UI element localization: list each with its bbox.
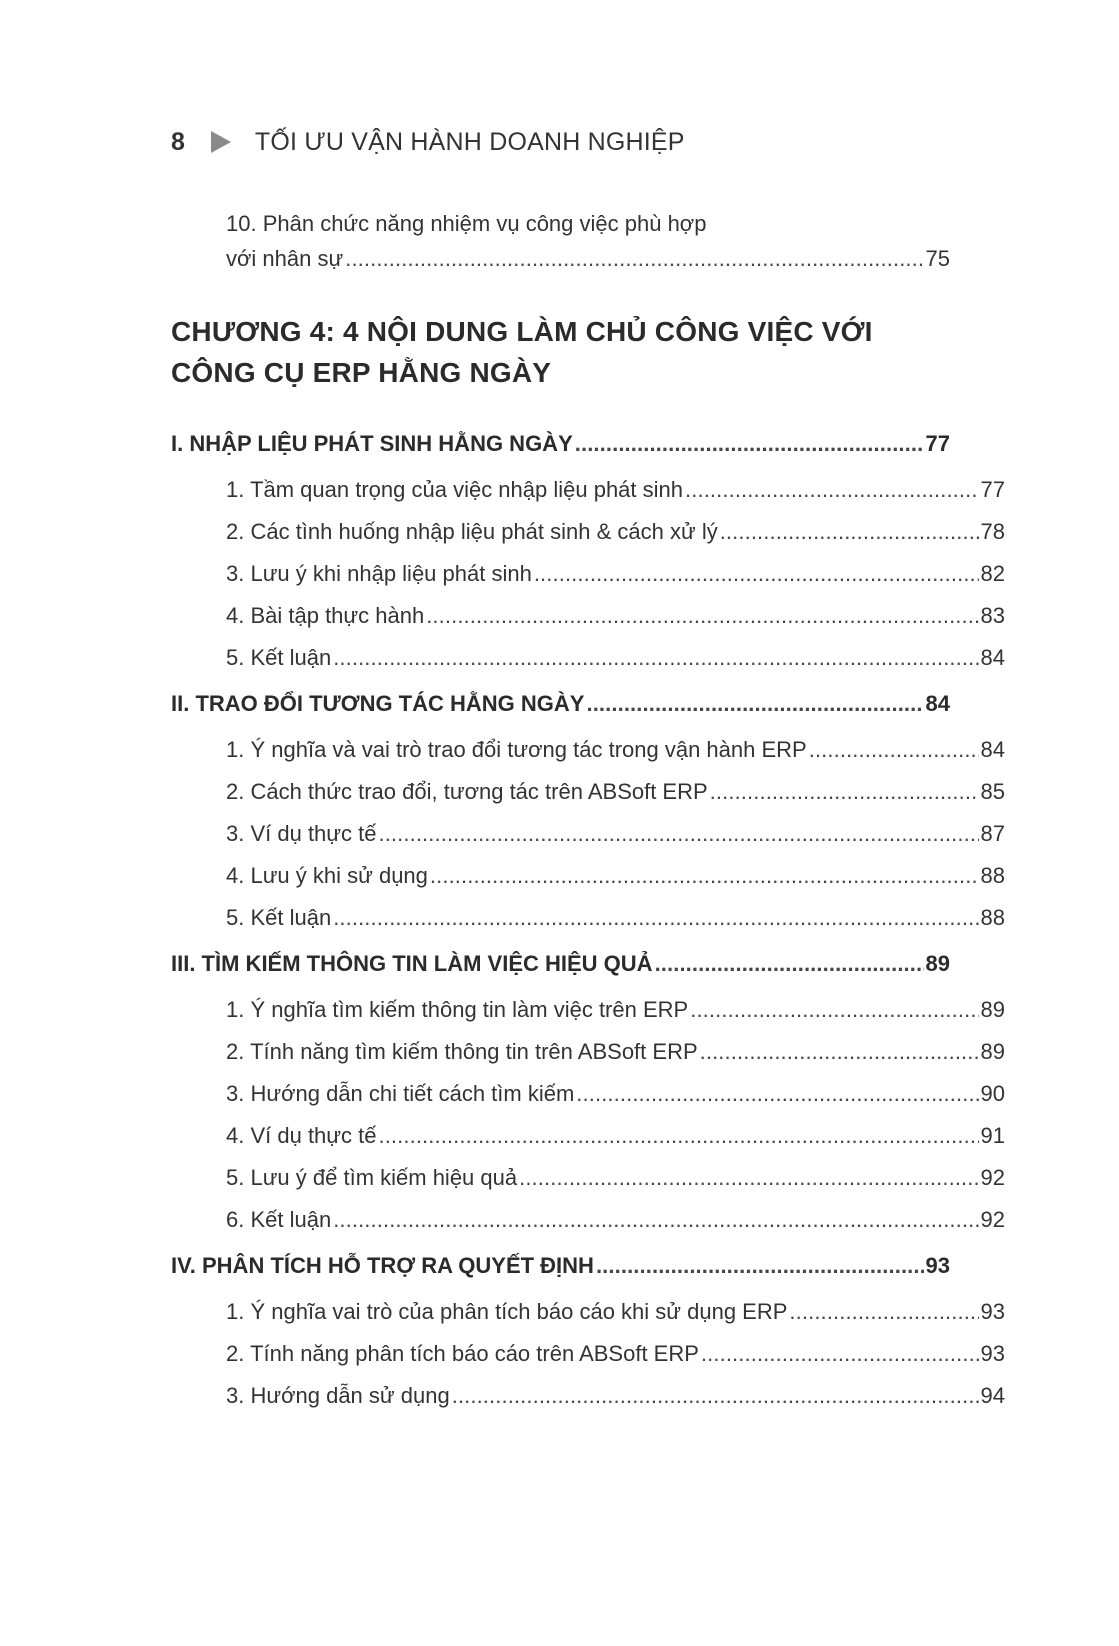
toc-item bbox=[171, 1291, 1005, 1333]
toc-item-page: 82 bbox=[980, 561, 1005, 586]
dot-leader bbox=[378, 821, 978, 847]
toc-section-2 bbox=[171, 679, 1005, 939]
dot-leader bbox=[519, 1165, 978, 1191]
toc-item-label: 1. Ý nghĩa tìm kiếm thông tin làm việc trên ERP bbox=[226, 997, 689, 1022]
toc-item bbox=[171, 637, 1005, 679]
dot-leader bbox=[534, 561, 979, 587]
toc-item-label: 4. Bài tập thực hành bbox=[226, 603, 425, 628]
section-title: III. TÌM KIẾM THÔNG TIN LÀM VIỆC HIỆU QUẢ bbox=[171, 951, 653, 976]
toc-section-4 bbox=[171, 1241, 1005, 1417]
dot-leader bbox=[430, 863, 979, 889]
toc-item-page: 84 bbox=[980, 645, 1005, 670]
toc-item-page: 85 bbox=[980, 779, 1005, 804]
toc-item-page: 93 bbox=[980, 1341, 1005, 1366]
toc-item-label: 6. Kết luận bbox=[226, 1207, 332, 1232]
toc-item bbox=[171, 1115, 1005, 1157]
dot-leader bbox=[575, 431, 924, 457]
play-arrow-icon bbox=[211, 131, 231, 153]
toc-item bbox=[171, 989, 1005, 1031]
toc-item-label: 2. Tính năng phân tích báo cáo trên ABSoft ERP bbox=[226, 1341, 699, 1366]
dot-leader bbox=[700, 1039, 979, 1065]
toc-entry-row bbox=[226, 241, 950, 276]
chapter-title-line1: CHƯƠNG 4: 4 NỘI DUNG LÀM CHỦ CÔNG VIỆC VỚI bbox=[171, 316, 873, 347]
toc-item bbox=[171, 771, 1005, 813]
toc-item-page: 78 bbox=[980, 519, 1005, 544]
toc-item-label: 4. Ví dụ thực tế bbox=[226, 1123, 377, 1148]
dot-leader bbox=[586, 691, 923, 717]
dot-leader bbox=[655, 951, 924, 977]
toc-item-page: 92 bbox=[980, 1207, 1005, 1232]
toc-item bbox=[171, 595, 1005, 637]
toc-item bbox=[171, 1157, 1005, 1199]
toc-item-page: 84 bbox=[980, 737, 1005, 762]
table-of-contents bbox=[171, 206, 1005, 1417]
toc-item-page: 83 bbox=[980, 603, 1005, 628]
toc-item-page: 77 bbox=[980, 477, 1005, 502]
toc-item-label: 3. Hướng dẫn chi tiết cách tìm kiếm bbox=[226, 1081, 575, 1106]
dot-leader bbox=[685, 477, 979, 503]
dot-leader bbox=[596, 1253, 924, 1279]
toc-item bbox=[171, 813, 1005, 855]
toc-section-3 bbox=[171, 939, 1005, 1241]
section-title: IV. PHÂN TÍCH HỖ TRỢ RA QUYẾT ĐỊNH bbox=[171, 1253, 594, 1278]
dot-leader bbox=[576, 1081, 978, 1107]
dot-leader bbox=[809, 737, 979, 763]
dot-leader bbox=[452, 1383, 979, 1409]
toc-item-label: 1. Tầm quan trọng của việc nhập liệu phát sinh bbox=[226, 477, 684, 502]
toc-item bbox=[171, 897, 1005, 939]
toc-item-page: 94 bbox=[980, 1383, 1005, 1408]
section-page: 84 bbox=[925, 691, 950, 716]
toc-item bbox=[171, 855, 1005, 897]
page-number: 8 bbox=[171, 127, 185, 156]
dot-leader bbox=[333, 905, 978, 931]
toc-item-label: 3. Hướng dẫn sử dụng bbox=[226, 1383, 450, 1408]
toc-item-page: 89 bbox=[980, 997, 1005, 1022]
running-header bbox=[171, 122, 685, 162]
toc-item-label: 5. Lưu ý để tìm kiếm hiệu quả bbox=[226, 1165, 518, 1190]
dot-leader bbox=[701, 1341, 979, 1367]
toc-item bbox=[171, 1199, 1005, 1241]
section-title: I. NHẬP LIỆU PHÁT SINH HẰNG NGÀY bbox=[171, 431, 573, 456]
dot-leader bbox=[690, 997, 978, 1023]
dot-leader bbox=[426, 603, 978, 629]
toc-item-page: 91 bbox=[980, 1123, 1005, 1148]
dot-leader bbox=[333, 645, 978, 671]
toc-item-page: 89 bbox=[980, 1039, 1005, 1064]
section-page: 77 bbox=[925, 431, 950, 456]
dot-leader bbox=[345, 241, 923, 276]
section-heading bbox=[171, 419, 950, 469]
toc-item-label: 3. Ví dụ thực tế bbox=[226, 821, 377, 846]
toc-item bbox=[171, 511, 1005, 553]
toc-item bbox=[171, 553, 1005, 595]
section-page: 89 bbox=[925, 951, 950, 976]
toc-entry-continued bbox=[171, 206, 950, 276]
toc-item-label: 2. Các tình huống nhập liệu phát sinh & cách xử lý bbox=[226, 519, 718, 544]
toc-entry-label-line2: với nhân sự bbox=[226, 246, 344, 271]
toc-section-1 bbox=[171, 419, 1005, 679]
toc-item-page: 92 bbox=[980, 1165, 1005, 1190]
section-heading bbox=[171, 679, 950, 729]
toc-item-label: 1. Ý nghĩa và vai trò trao đổi tương tác trong vận hành ERP bbox=[226, 737, 807, 762]
toc-item bbox=[171, 1333, 1005, 1375]
toc-item-label: 2. Tính năng tìm kiếm thông tin trên ABSoft ERP bbox=[226, 1039, 698, 1064]
running-title: TỐI ƯU VẬN HÀNH DOANH NGHIỆP bbox=[254, 127, 685, 156]
toc-item bbox=[171, 469, 1005, 511]
dot-leader bbox=[378, 1123, 978, 1149]
section-heading bbox=[171, 1241, 950, 1291]
toc-item-label: 5. Kết luận bbox=[226, 905, 332, 930]
toc-item-page: 88 bbox=[980, 863, 1005, 888]
toc-item-label: 2. Cách thức trao đổi, tương tác trên ABSoft ERP bbox=[226, 779, 708, 804]
toc-item-page: 88 bbox=[980, 905, 1005, 930]
section-heading bbox=[171, 939, 950, 989]
toc-entry-label-line1: 10. Phân chức năng nhiệm vụ công việc phù hợp bbox=[226, 211, 707, 236]
toc-item bbox=[171, 729, 1005, 771]
dot-leader bbox=[333, 1207, 978, 1233]
toc-item bbox=[171, 1375, 1005, 1417]
toc-entry-page: 75 bbox=[925, 246, 950, 271]
dot-leader bbox=[720, 519, 979, 545]
dot-leader bbox=[789, 1299, 978, 1325]
toc-item-label: 4. Lưu ý khi sử dụng bbox=[226, 863, 428, 888]
toc-item-page: 93 bbox=[980, 1299, 1005, 1324]
toc-item-label: 1. Ý nghĩa vai trò của phân tích báo cáo khi sử dụng ERP bbox=[226, 1299, 788, 1324]
toc-item-page: 87 bbox=[980, 821, 1005, 846]
toc-item bbox=[171, 1031, 1005, 1073]
toc-item-label: 5. Kết luận bbox=[226, 645, 332, 670]
section-title: II. TRAO ĐỔI TƯƠNG TÁC HẰNG NGÀY bbox=[171, 691, 585, 716]
dot-leader bbox=[710, 779, 979, 805]
chapter-title bbox=[171, 311, 950, 393]
section-page: 93 bbox=[925, 1253, 950, 1278]
toc-item-page: 90 bbox=[980, 1081, 1005, 1106]
chapter-title-line2: CÔNG CỤ ERP HẰNG NGÀY bbox=[171, 357, 552, 388]
toc-item bbox=[171, 1073, 1005, 1115]
toc-item-label: 3. Lưu ý khi nhập liệu phát sinh bbox=[226, 561, 532, 586]
